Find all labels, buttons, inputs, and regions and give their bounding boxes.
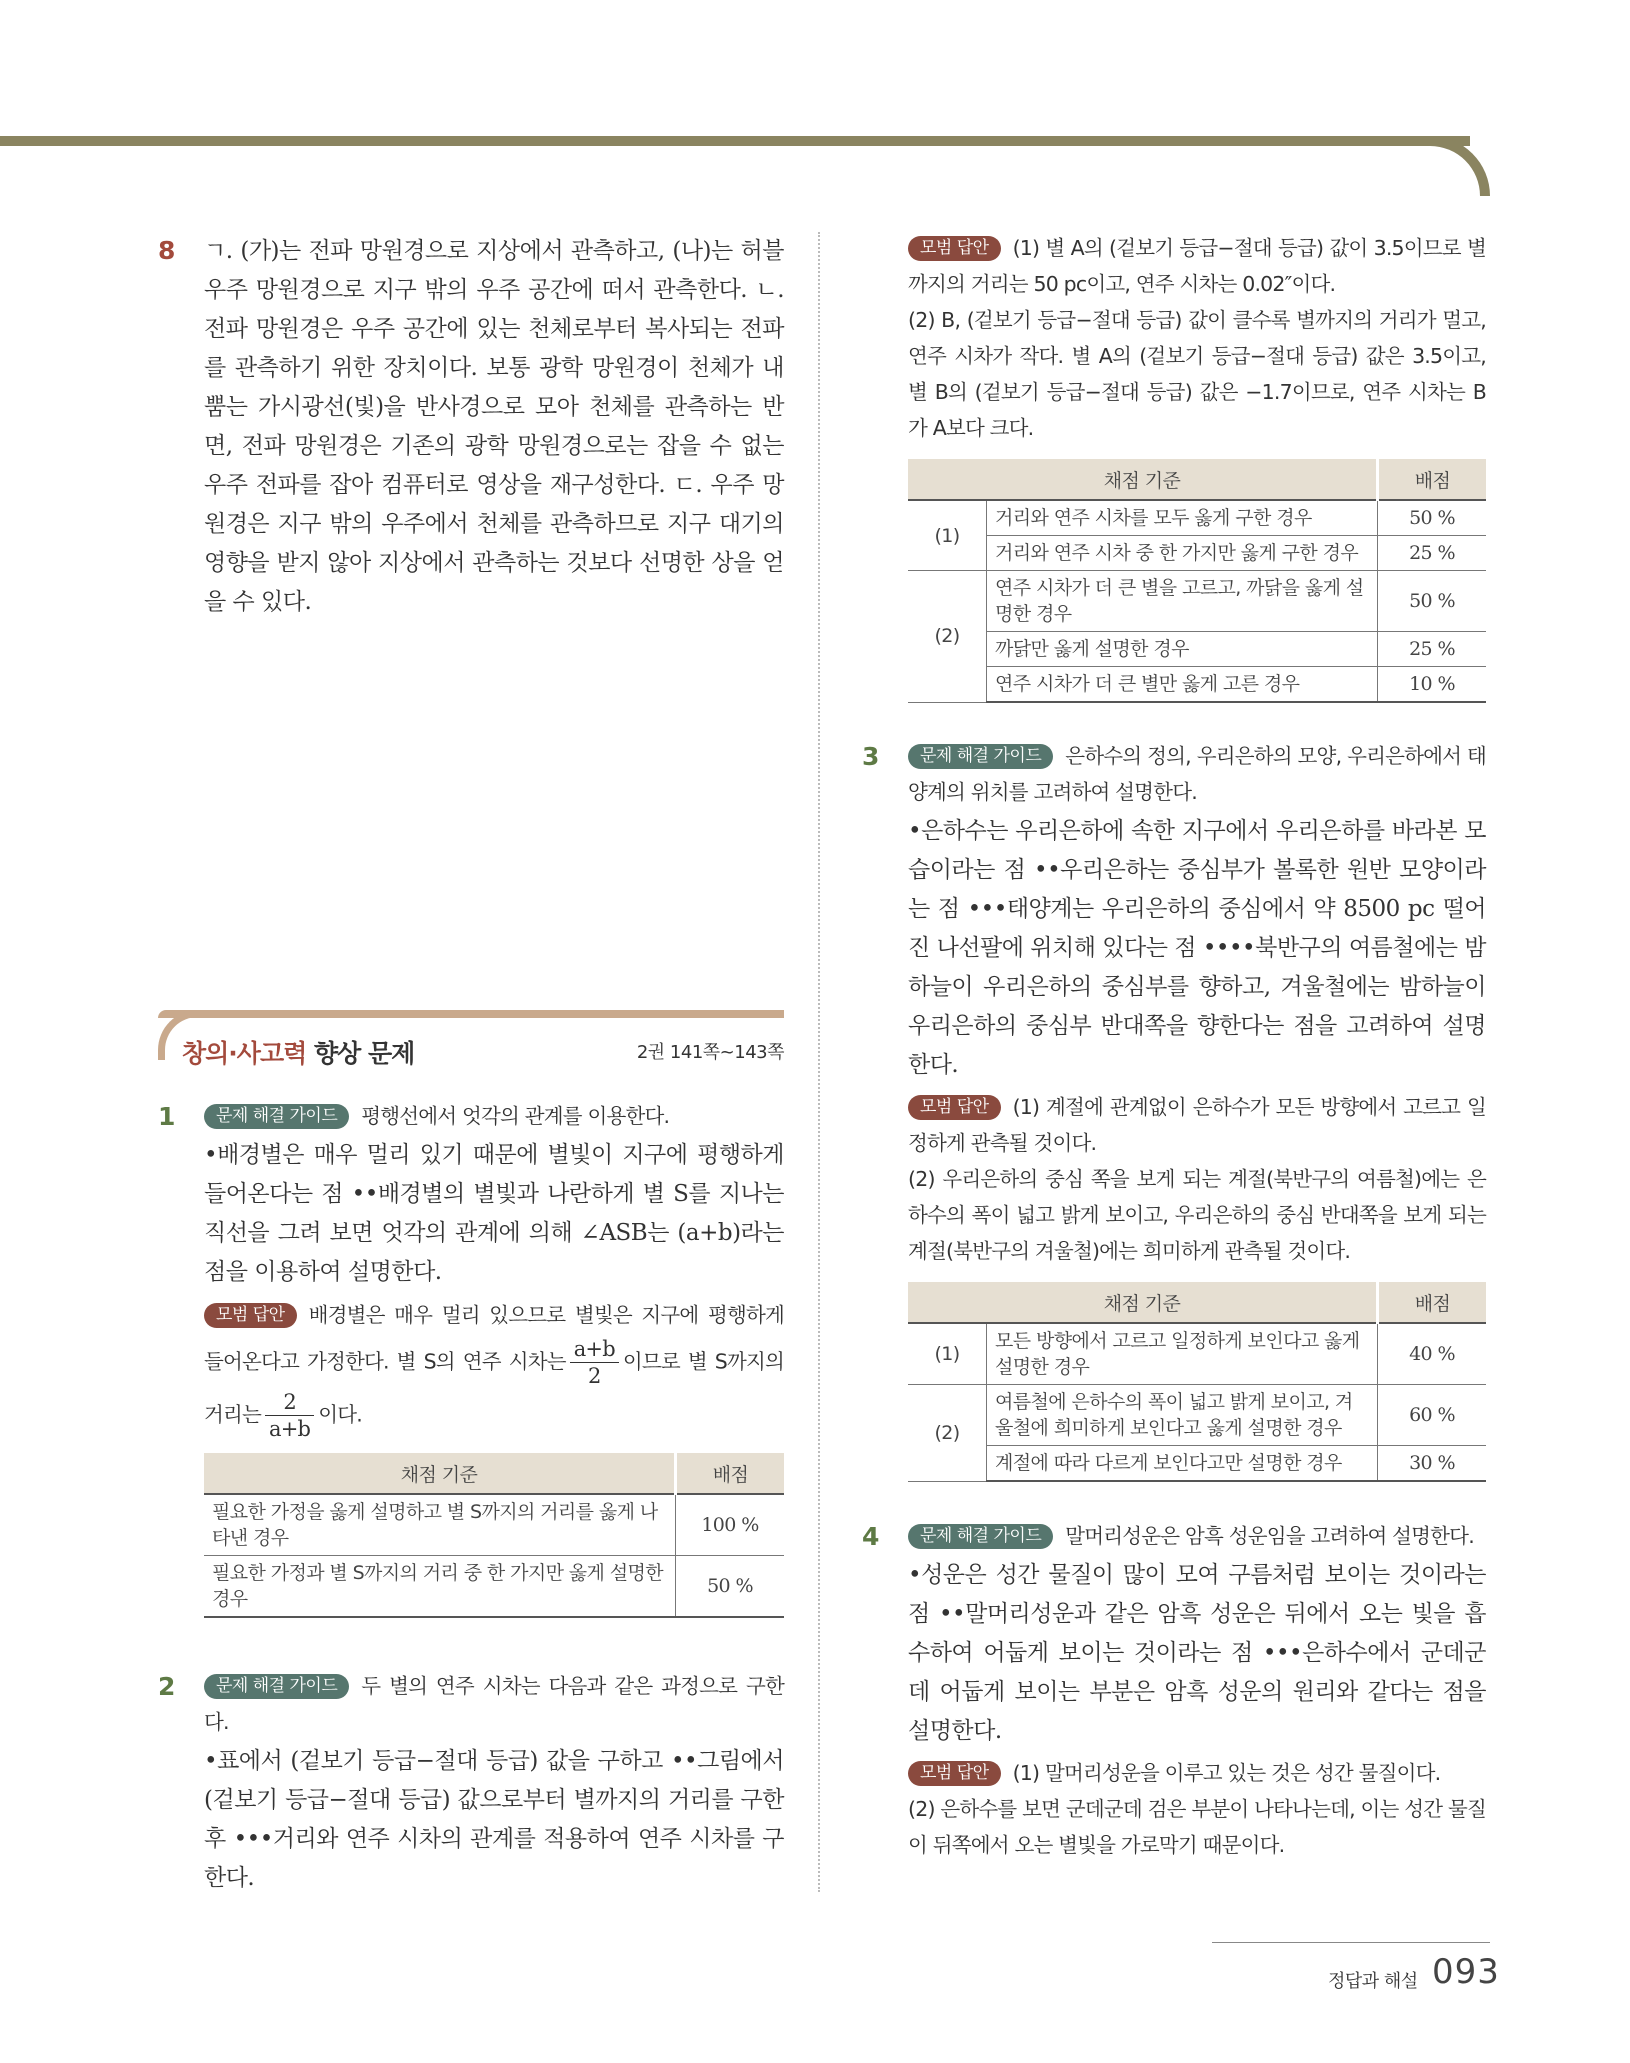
- fraction-parallax: [570, 1336, 619, 1389]
- score-table-header: [204, 1453, 784, 1495]
- question-3-guide: [908, 738, 1486, 810]
- section-title-rest: 향상 문제: [306, 1039, 415, 1068]
- criterion-cell: 거리와 연주 시차 중 한 가지만 옳게 구한 경우: [987, 536, 1378, 571]
- points-cell: 40 %: [1378, 1323, 1487, 1385]
- criterion-cell: 거리와 연주 시차를 모두 옳게 구한 경우: [987, 500, 1378, 536]
- question-3-guide-text: 은하수의 정의, 우리은하의 모양, 우리은하에서 태양계의 위치를 고려하여 설명한다.: [908, 744, 1486, 804]
- question-3-answer-1: [908, 1089, 1486, 1161]
- question-3-number: 3: [862, 742, 880, 771]
- question-4-answer-2: (2) 은하수를 보면 군데군데 검은 부분이 나타나는데, 이는 성간 물질이 뒤쪽에서 오는 별빛을 가로막기 때문이다.: [908, 1797, 1486, 1857]
- table-row: [908, 1446, 1486, 1482]
- answer-badge: 모범 답안: [908, 236, 1001, 261]
- criteria-header: 채점 기준: [908, 459, 1378, 501]
- top-decorative-curve: [1418, 136, 1490, 196]
- question-2-body: •표에서 (겉보기 등급−절대 등급) 값을 구하고 ••그림에서 (겉보기 등급−절대 등급) 값으로부터 별까지의 거리를 구한 후 •••거리와 연주 시차의 관계를 적용하여 연주 시차를 구한다.: [204, 1748, 784, 1891]
- fraction-distance-denominator: a+b: [269, 1417, 311, 1441]
- points-header: 배점: [1378, 1282, 1487, 1324]
- guide-badge: 문제 해결 가이드: [908, 1524, 1053, 1549]
- question-3-answer-1-text: (1) 계절에 관계없이 은하수가 모든 방향에서 고르고 일정하게 관측될 것이다.: [908, 1095, 1486, 1155]
- top-decorative-line: [0, 136, 1470, 146]
- fraction-parallax-numerator: a+b: [570, 1336, 619, 1363]
- question-1-guide: [204, 1098, 784, 1134]
- table-row: [204, 1494, 784, 1556]
- footer-label: 정답과 해설: [1328, 1971, 1418, 1992]
- category-cell: (1): [908, 1323, 987, 1385]
- question-8-number: 8: [158, 236, 176, 265]
- question-1-guide-text: 평행선에서 엇각의 관계를 이용한다.: [361, 1104, 670, 1128]
- question-1-score-table: [204, 1452, 784, 1618]
- question-4-guide-text: 말머리성운은 암흑 성운임을 고려하여 설명한다.: [1065, 1524, 1474, 1548]
- question-2-guide-text: 두 별의 연주 시차는 다음과 같은 과정으로 구한다.: [204, 1674, 784, 1734]
- question-2-guide: [204, 1668, 784, 1740]
- question-1-answer-a: 배경별은 매우 멀리 있으므로 별빛은 지구에 평행하게 들어온다고 가정한다. 별 S의 연주 시차는: [204, 1303, 784, 1374]
- criterion-cell: 모든 방향에서 고르고 일정하게 보인다고 옳게 설명한 경우: [987, 1323, 1378, 1385]
- question-2-answer-block: [908, 230, 1486, 703]
- points-cell: 10 %: [1378, 667, 1487, 703]
- page-number: 093: [1432, 1952, 1500, 1992]
- points-cell: 60 %: [1378, 1385, 1487, 1446]
- category-cell: (2): [908, 1385, 987, 1482]
- section-header: [158, 1010, 784, 1072]
- table-row: [908, 536, 1486, 571]
- points-cell: 50 %: [1378, 571, 1487, 632]
- question-8-block: [204, 232, 784, 622]
- guide-badge: 문제 해결 가이드: [204, 1674, 349, 1699]
- table-row: [908, 1385, 1486, 1446]
- table-row: [908, 632, 1486, 667]
- category-cell: (2): [908, 571, 987, 703]
- guide-badge: 문제 해결 가이드: [908, 744, 1053, 769]
- question-4-block: [908, 1518, 1486, 1863]
- criterion-cell: 필요한 가정과 별 S까지의 거리 중 한 가지만 옳게 설명한 경우: [204, 1556, 676, 1618]
- footer-rule: [1212, 1942, 1490, 1943]
- section-page-reference: 2권 141쪽~143쪽: [636, 1042, 784, 1063]
- fraction-distance-numerator: 2: [265, 1389, 314, 1416]
- table-row: [908, 1323, 1486, 1385]
- criterion-cell: 연주 시차가 더 큰 별만 옳게 고른 경우: [987, 667, 1378, 703]
- fraction-parallax-denominator: 2: [588, 1364, 601, 1388]
- points-cell: 25 %: [1378, 632, 1487, 667]
- criteria-header: 채점 기준: [908, 1282, 1378, 1324]
- points-cell: 100 %: [676, 1494, 785, 1556]
- question-1-answer-c: 이다.: [318, 1402, 362, 1427]
- question-2-answer-1: [908, 230, 1486, 302]
- question-2-score-table: [908, 458, 1486, 703]
- question-3-score-table: [908, 1281, 1486, 1482]
- score-table-header: [908, 459, 1486, 501]
- question-2-answer-2: (2) B, (겉보기 등급−절대 등급) 값이 클수록 별까지의 거리가 멀고, 연주 시차가 작다. 별 A의 (겉보기 등급−절대 등급) 값은 3.5이고, 별 B의 (겉보기 등급−절대 등급) 값은 −1.7이므로, 연주 시차는 B가 A보다 크다.: [908, 308, 1486, 440]
- section-title-highlight: 창의·사고력: [182, 1039, 307, 1068]
- question-1-answer: [204, 1294, 784, 1442]
- criterion-cell: 연주 시차가 더 큰 별을 고르고, 까닭을 옳게 설명한 경우: [987, 571, 1378, 632]
- table-row: [908, 667, 1486, 703]
- points-header: 배점: [676, 1453, 785, 1495]
- question-1-body: •배경별은 매우 멀리 있기 때문에 별빛이 지구에 평행하게 들어온다는 점 ••배경별의 별빛과 나란하게 별 S를 지나는 직선을 그려 보면 엇각의 관계에 의해 ∠ASB는 (a+b)라는 점을 이용하여 설명한다.: [204, 1142, 784, 1285]
- guide-badge: 문제 해결 가이드: [204, 1104, 349, 1129]
- criterion-cell: 여름철에 은하수의 폭이 넓고 밝게 보이고, 겨울철에 희미하게 보인다고 옳게 설명한 경우: [987, 1385, 1378, 1446]
- section-header-bar: [158, 1010, 784, 1018]
- question-3-answer-2: (2) 우리은하의 중심 쪽을 보게 되는 계절(북반구의 여름철)에는 은하수의 폭이 넓고 밝게 보이고, 우리은하의 중심 반대쪽을 보게 되는 계절(북반구의 겨울철)에는 희미하게 관측될 것이다.: [908, 1167, 1486, 1263]
- points-cell: 30 %: [1378, 1446, 1487, 1482]
- question-2-number: 2: [158, 1672, 176, 1701]
- criterion-cell: 까닭만 옳게 설명한 경우: [987, 632, 1378, 667]
- question-4-answer-1-text: (1) 말머리성운을 이루고 있는 것은 성간 물질이다.: [1012, 1761, 1441, 1785]
- category-cell: (1): [908, 500, 987, 571]
- question-2-block: [204, 1668, 784, 1898]
- question-2-answer-1-text: (1) 별 A의 (겉보기 등급−절대 등급) 값이 3.5이므로 별까지의 거리는 50 pc이고, 연주 시차는 0.02″이다.: [908, 236, 1486, 296]
- criteria-header: 채점 기준: [204, 1453, 676, 1495]
- points-cell: 25 %: [1378, 536, 1487, 571]
- question-4-number: 4: [862, 1522, 880, 1551]
- criterion-cell: 필요한 가정을 옳게 설명하고 별 S까지의 거리를 옳게 나타낸 경우: [204, 1494, 676, 1556]
- question-1-block: [204, 1098, 784, 1618]
- question-3-block: [908, 738, 1486, 1482]
- column-divider: [818, 232, 820, 1892]
- answer-badge: 모범 답안: [908, 1095, 1001, 1120]
- table-row: [204, 1556, 784, 1618]
- table-row: [908, 571, 1486, 632]
- question-1-number: 1: [158, 1102, 176, 1131]
- question-3-body: •은하수는 우리은하에 속한 지구에서 우리은하를 바라본 모습이라는 점 ••우리은하는 중심부가 볼록한 원반 모양이라는 점 •••태양계는 우리은하의 중심에서 약 8500 pc 떨어진 나선팔에 위치해 있다는 점 ••••북반구의 여름철에는 밤하늘이 우리은하의 중심부를 향하고, 겨울철에는 밤하늘이 우리은하의 중심부 반대쪽을 향한다는 점을 고려하여 설명한다.: [908, 818, 1486, 1078]
- points-cell: 50 %: [676, 1556, 785, 1618]
- score-table-header: [908, 1282, 1486, 1324]
- answer-badge: 모범 답안: [908, 1761, 1001, 1786]
- criterion-cell: 계절에 따라 다르게 보인다고만 설명한 경우: [987, 1446, 1378, 1482]
- question-1-answer-b: 이므로 별 S까지의 거리는: [204, 1349, 784, 1427]
- question-4-guide: [908, 1518, 1486, 1554]
- fraction-distance: [265, 1389, 314, 1442]
- section-title: [182, 1034, 414, 1070]
- question-4-body: •성운은 성간 물질이 많이 모여 구름처럼 보이는 것이라는 점 ••말머리성운과 같은 암흑 성운은 뒤에서 오는 빛을 흡수하여 어둡게 보이는 것이라는 점 •••은하수에서 군데군데 어둡게 보이는 부분은 암흑 성운의 원리와 같다는 점을 설명한다.: [908, 1562, 1486, 1744]
- answer-badge: 모범 답안: [204, 1303, 297, 1328]
- table-row: [908, 500, 1486, 536]
- points-header: 배점: [1378, 459, 1487, 501]
- question-8-text: ㄱ. (가)는 전파 망원경으로 지상에서 관측하고, (나)는 허블 우주 망원경으로 지구 밖의 우주 공간에 떠서 관측한다. ㄴ. 전파 망원경은 우주 공간에 있는 천체로부터 복사되는 전파를 관측하기 위한 장치이다. 보통 광학 망원경이 천체가 내뿜는 가시광선(빛)을 반사경으로 모아 천체를 관측하는 반면, 전파 망원경은 기존의 광학 망원경으로는 잡을 수 없는 우주 전파를 잡아 컴퓨터로 영상을 재구성한다. ㄷ. 우주 망원경은 지구 밖의 우주에서 천체를 관측하므로 지구 대기의 영향을 받지 않아 지상에서 관측하는 것보다 선명한 상을 얻을 수 있다.: [204, 238, 784, 615]
- question-4-answer-1: [908, 1755, 1486, 1791]
- points-cell: 50 %: [1378, 500, 1487, 536]
